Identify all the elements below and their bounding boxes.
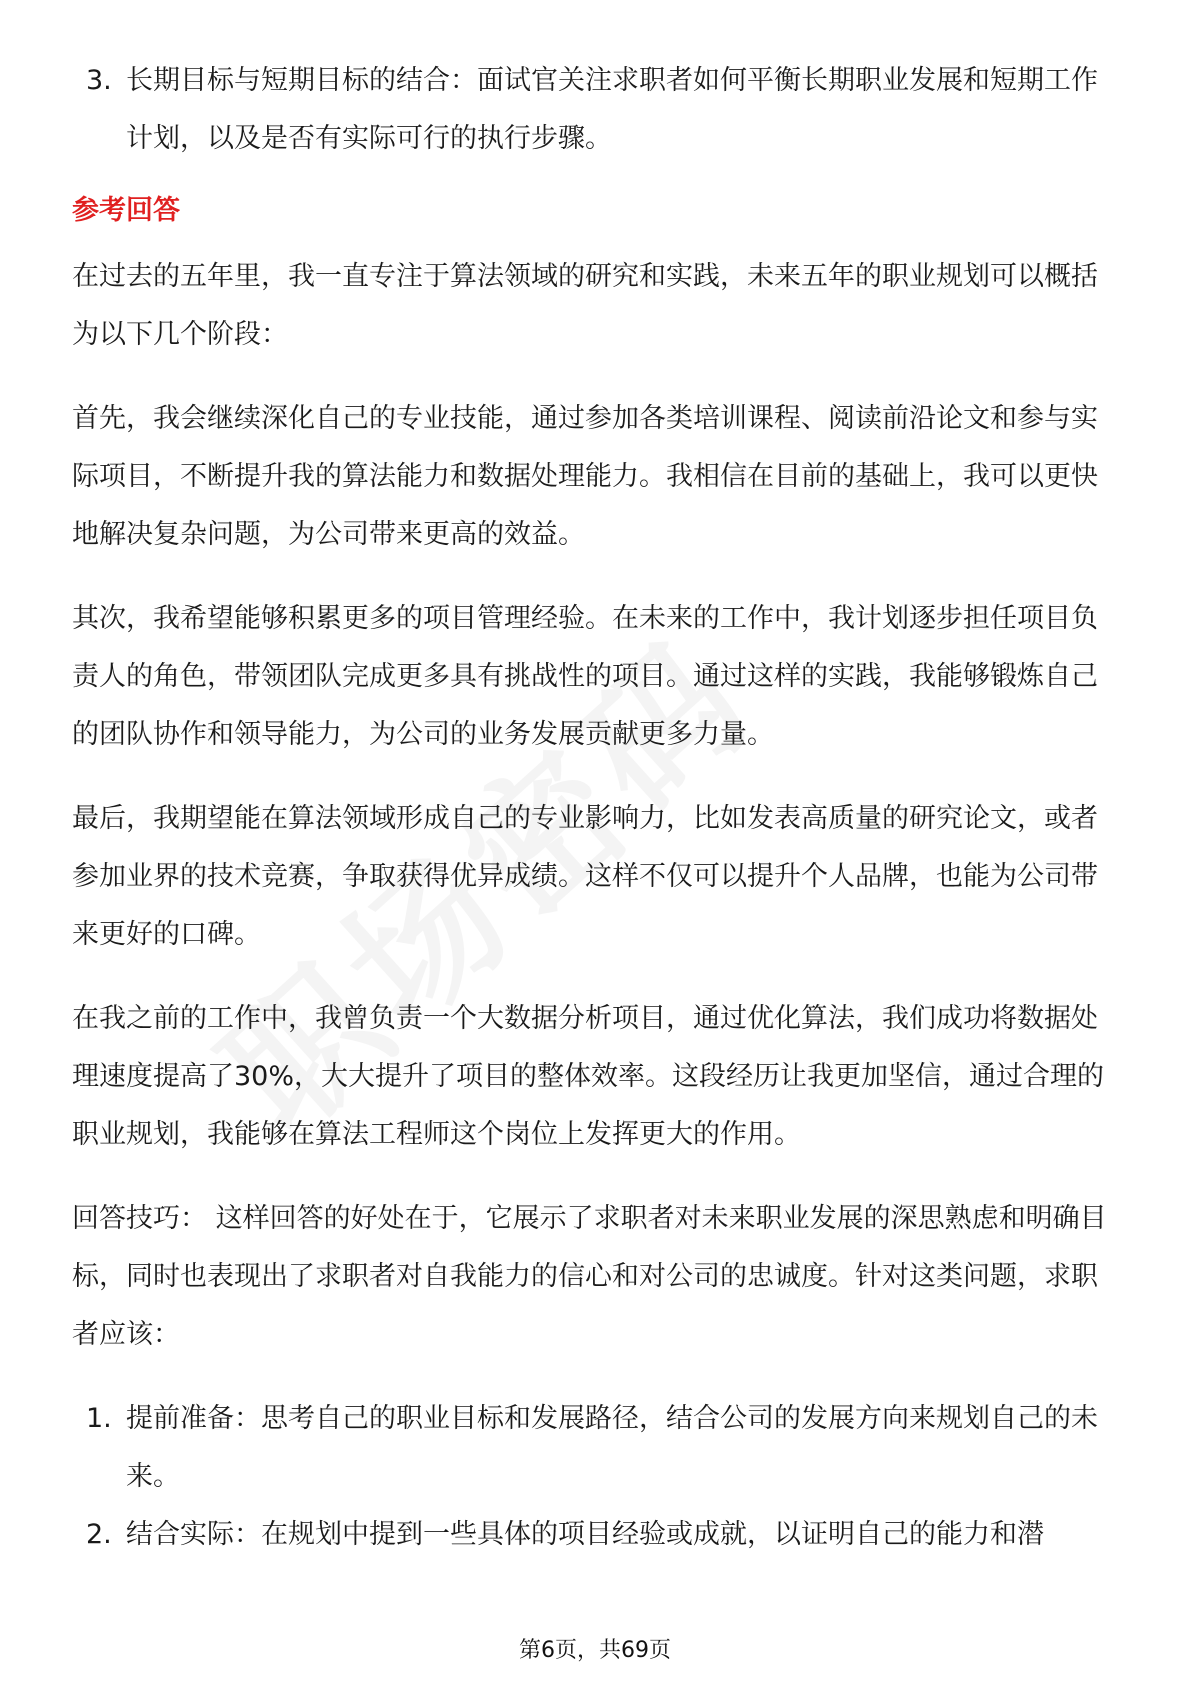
- page-footer: 第6页，共69页: [519, 1638, 671, 1663]
- list-item: [72, 1390, 1122, 1506]
- paragraph: 在过去的五年里，我一直专注于算法领域的研究和实践，未来五年的职业规划可以概括为以下几个阶段：: [72, 261, 1098, 350]
- paragraph: 回答技巧： 这样回答的好处在于，它展示了求职者对未来职业发展的深思熟虑和明确目标，同时也表现出了求职者对自我能力的信心和对公司的忠诚度。针对这类问题，求职者应该：: [72, 1203, 1107, 1350]
- page-content: [72, 52, 1122, 1564]
- list-number: 3.: [86, 65, 112, 96]
- paragraph: 首先，我会继续深化自己的专业技能，通过参加各类培训课程、阅读前沿论文和参与实际项目，不断提升我的算法能力和数据处理能力。我相信在目前的基础上，我可以更快地解决复杂问题，为公司带来更高的效益。: [72, 403, 1098, 550]
- list-item: [72, 1506, 1122, 1564]
- paragraph: 在我之前的工作中，我曾负责一个大数据分析项目，通过优化算法，我们成功将数据处理速度提高了30%，大大提升了项目的整体效率。这段经历让我更加坚信，通过合理的职业规划，我能够在算法工程师这个岗位上发挥更大的作用。: [72, 1003, 1105, 1150]
- paragraph: 其次，我希望能够积累更多的项目管理经验。在未来的工作中，我计划逐步担任项目负责人的角色，带领团队完成更多具有挑战性的项目。通过这样的实践，我能够锻炼自己的团队协作和领导能力，为公司的业务发展贡献更多力量。: [72, 603, 1098, 750]
- list-text: 提前准备：思考自己的职业目标和发展路径，结合公司的发展方向来规划自己的未来。: [126, 1403, 1098, 1492]
- section-heading: 参考回答: [72, 195, 180, 226]
- list-item: [72, 52, 1122, 168]
- list-number: 2.: [86, 1519, 112, 1550]
- list-text: 长期目标与短期目标的结合：面试官关注求职者如何平衡长期职业发展和短期工作计划，以及是否有实际可行的执行步骤。: [126, 65, 1098, 154]
- paragraph: 最后，我期望能在算法领域形成自己的专业影响力，比如发表高质量的研究论文，或者参加业界的技术竞赛，争取获得优异成绩。这样不仅可以提升个人品牌，也能为公司带来更好的口碑。: [72, 803, 1098, 950]
- list-text: 结合实际：在规划中提到一些具体的项目经验或成就，以证明自己的能力和潜: [126, 1519, 1044, 1550]
- list-number: 1.: [86, 1403, 112, 1434]
